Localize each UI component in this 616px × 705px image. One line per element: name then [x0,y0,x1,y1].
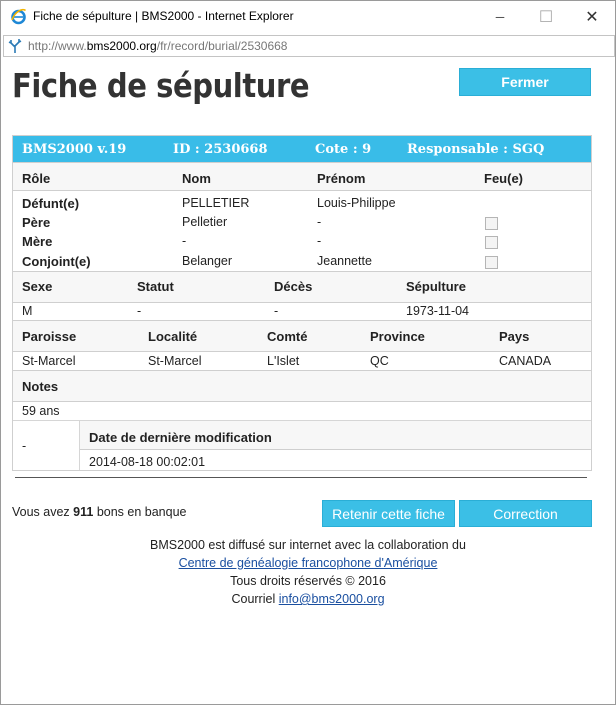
col-localite: Localité [148,329,198,344]
title-bar [1,1,615,32]
correction-button[interactable]: Correction [459,500,592,527]
person-prenom: - [317,234,322,248]
notes-label: Notes [22,379,59,394]
col-pays: Pays [499,329,530,344]
col-deces: Décès [274,279,313,294]
url-text[interactable]: http://www.bms2000.org/fr/record/burial/2530668 [28,39,288,53]
feu-checkbox[interactable] [485,217,498,230]
col-comte: Comté [267,329,308,344]
province-value: QC [370,354,389,368]
col-nom: Nom [182,171,211,186]
cgfa-link[interactable]: Centre de généalogie francophone d'Amérique [178,556,438,570]
address-bar[interactable] [3,35,615,57]
person-prenom: Louis-Philippe [317,196,396,210]
person-nom: PELLETIER [182,196,250,210]
col-sepulture: Sépulture [406,279,466,294]
col-statut: Statut [137,279,174,294]
footer-copyright: Tous droits réservés © 2016 [230,574,386,588]
person-prenom: Jeannette [317,254,372,268]
col-paroisse: Paroisse [22,329,77,344]
footer-collab: BMS2000 est diffusé sur internet avec la collaboration du [150,538,466,552]
close-window-button[interactable] [569,1,615,32]
close-record-button[interactable]: Fermer [459,68,591,96]
record-id: ID : 2530668 [173,142,268,157]
comte-value: L'Islet [267,354,300,368]
deces-value: - [274,304,279,318]
section-separator [15,477,587,478]
col-prenom: Prénom [317,171,366,186]
person-role: Défunt(e) [22,196,80,211]
bank-count: 911 [73,505,94,519]
modif-date: 2014-08-18 00:02:01 [89,455,206,469]
internet-explorer-icon [10,8,27,25]
col-feu: Feu(e) [484,171,523,186]
person-prenom: - [317,215,322,229]
bank-status: Vous avez 911 bons en banque [12,505,187,519]
person-nom: Belanger [182,254,233,268]
feu-checkbox[interactable] [485,256,498,269]
person-nom: Pelletier [182,215,228,229]
person-role: Mère [22,234,53,249]
maximize-button[interactable] [523,1,569,32]
minimize-button[interactable] [477,1,523,32]
feu-checkbox[interactable] [485,236,498,249]
sexe-value: M [22,304,33,318]
modif-label: Date de dernière modification [89,430,272,445]
col-sexe: Sexe [22,279,53,294]
window-title: Fiche de sépulture | BMS2000 - Internet Explorer [33,9,294,23]
record-card [12,135,592,471]
site-tree-icon [7,38,23,54]
sepulture-value: 1973-11-04 [406,304,470,318]
maximize-icon: ☐ [538,8,554,26]
localite-value: St-Marcel [148,354,202,368]
col-role: Rôle [22,171,51,186]
footer-center-line [2,556,614,570]
statut-value: - [137,304,142,318]
record-cote: Cote : 9 [315,142,372,157]
pays-value: CANADA [499,354,552,368]
notes-value: 59 ans [22,404,60,418]
version-label: BMS2000 v.19 [22,142,127,157]
person-role: Conjoint(e) [22,254,91,269]
retain-record-button[interactable]: Retenir cette fiche [322,500,455,527]
notes-header-row [13,370,591,402]
close-icon: ✕ [585,8,599,26]
person-nom: - [182,234,187,248]
col-province: Province [370,329,425,344]
page-content [2,58,614,703]
page-title: Fiche de sépulture [12,66,310,105]
record-header [13,136,591,162]
minimize-icon: ─ [495,9,505,24]
footer-mail: Courriel info@bms2000.org [231,592,385,606]
person-role: Père [22,215,51,230]
email-link[interactable]: info@bms2000.org [278,592,385,606]
paroisse-value: St-Marcel [22,354,76,368]
record-responsable: Responsable : SGQ [407,142,545,157]
modif-left-value: - [22,439,27,453]
